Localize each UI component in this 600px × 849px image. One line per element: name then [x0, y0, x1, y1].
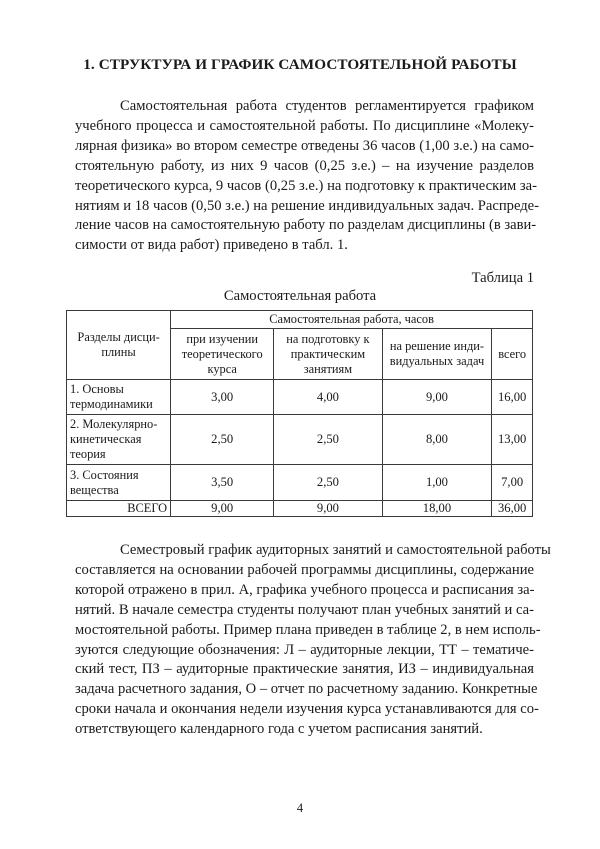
table-caption: Самостоятельная работа [223, 288, 377, 304]
total-value: 9,00 [171, 501, 274, 517]
cell-value: 3,00 [171, 380, 274, 415]
row-section: 2. Молекулярно-кинетическая теория [67, 415, 171, 465]
text-line: мостоятельной работы. Пример плана приведен в таблице 2, в нем исполь- [75, 621, 541, 638]
cell-value: 3,50 [171, 465, 274, 501]
text-line: стоятельную работу, из них 9 часов (0,25 з.е.) – на изучение разделов [75, 157, 534, 174]
paragraph-intro [75, 97, 540, 256]
header-practice: на подготовку к практическим занятиям [274, 329, 382, 380]
paragraph-schedule [75, 541, 551, 740]
cell-value: 2,50 [171, 415, 274, 465]
text-line: учебного процесса и самостоятельной работы. По дисциплине «Молеку- [75, 117, 534, 134]
cell-value: 8,00 [382, 415, 492, 465]
text-line: симости от вида работ) приведено в табл. 1. [75, 237, 348, 254]
text-line: теоретического курса, 9 часов (0,25 з.е.) на подготовку к практическим за- [75, 177, 537, 194]
text-line: составляется на основании рабочей программы дисциплины, содержание [75, 561, 534, 578]
page-number: 4 [296, 801, 304, 815]
text-line: которой отражено в прил. А, графика учебного процесса и расписания за- [75, 581, 535, 598]
header-individual-tasks: на решение инди-видуальных задач [382, 329, 492, 380]
text-line: сроки начала и окончания недели изучения курса устанавливаются для со- [75, 701, 539, 718]
cell-value: 1,00 [382, 465, 492, 501]
text-line: Самостоятельная работа студентов регламентируется графиком [120, 98, 534, 114]
header-sections: Разделы дисци-плины [67, 311, 171, 380]
total-label: ВСЕГО [67, 501, 171, 517]
text-line: задача расчетного задания, О – отчет по расчетному заданию. Конкретные [75, 681, 538, 698]
cell-value: 13,00 [492, 415, 533, 465]
cell-value: 2,50 [274, 415, 382, 465]
text-line: ление часов на самостоятельную работу по разделам дисциплины (в зави- [75, 217, 537, 234]
table-total-row [67, 501, 533, 517]
text-line: ский тест, ПЗ – аудиторные практические занятия, ИЗ – индивидуальная [75, 661, 534, 678]
header-total: всего [492, 329, 533, 380]
text-line: ответствующего календарного года с учетом расписания занятий. [75, 721, 483, 738]
table-row [67, 465, 533, 501]
header-theory: при изучении теоретического курса [171, 329, 274, 380]
cell-value: 7,00 [492, 465, 533, 501]
table-row [67, 415, 533, 465]
text-line: нятий. В начале семестра студенты получают план учебных занятий и са- [75, 601, 534, 618]
table-number-label: Таблица 1 [471, 270, 534, 286]
text-line: зуются следующие обозначения: Л – аудиторные лекции, ТТ – тематиче- [75, 641, 534, 658]
text-line: лярная физика» во втором семестре отведены 36 часов (1,00 з.е.) на само- [75, 137, 534, 154]
total-value: 9,00 [274, 501, 382, 517]
text-line: Семестровый график аудиторных занятий и самостоятельной работы [120, 542, 551, 558]
total-value: 18,00 [382, 501, 492, 517]
cell-value: 2,50 [274, 465, 382, 501]
text-line: нятиям и 18 часов (0,50 з.е.) на решение индивидуальных задач. Распреде- [75, 197, 540, 214]
self-study-hours-table [66, 310, 533, 517]
section-heading: 1. СТРУКТУРА И ГРАФИК САМОСТОЯТЕЛЬНОЙ РАБОТЫ [83, 56, 517, 73]
table-row [67, 380, 533, 415]
total-value: 36,00 [492, 501, 533, 517]
row-section: 1. Основы термодинамики [67, 380, 171, 415]
row-section: 3. Состояния вещества [67, 465, 171, 501]
cell-value: 9,00 [382, 380, 492, 415]
header-group: Самостоятельная работа, часов [171, 311, 533, 329]
cell-value: 16,00 [492, 380, 533, 415]
cell-value: 4,00 [274, 380, 382, 415]
